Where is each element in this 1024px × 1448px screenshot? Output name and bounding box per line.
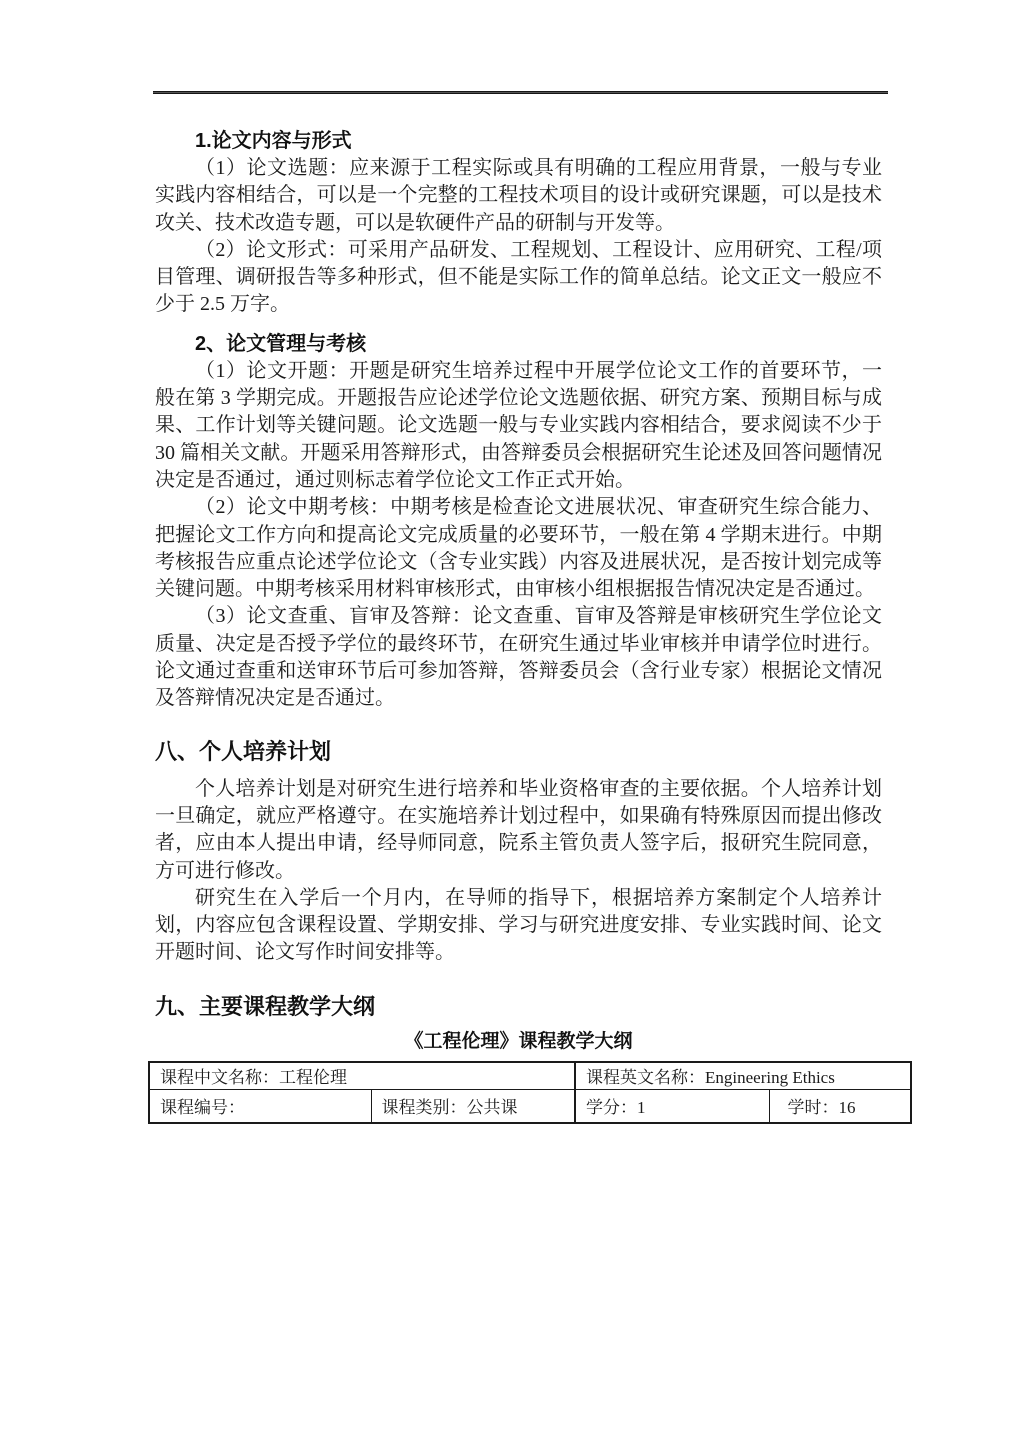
paragraph-thesis-proposal: （1）论文开题：开题是研究生培养过程中开展学位论文工作的首要环节，一般在第 3 学期完成。开题报告应论述学位论文选题依据、研究方案、预期目标与成果、工作计划等关键问题。论文选题一般与专业实践内容相结合，要求阅读不少于 30 篇相关文献。开题采用答辩形式，由答辩委员会根据研究生论述及回答问题情况决定是否通过，通过则标志着学位论文工作正式开始。 bbox=[155, 359, 882, 491]
section-heading-thesis-content-form: 1.论文内容与形式 bbox=[195, 130, 352, 152]
paragraph-thesis-topic: （1）论文选题：应来源于工程实际或具有明确的工程应用背景，一般与专业实践内容相结合，可以是一个完整的工程技术项目的设计或研究课题，可以是技术攻关、技术改造专题，可以是软硬件产品的研制与开发等。 bbox=[155, 157, 882, 234]
table-row bbox=[149, 1062, 911, 1090]
course-en-name-cell: 课程英文名称：Engineering Ethics bbox=[575, 1062, 911, 1090]
table-row bbox=[149, 1089, 911, 1123]
paragraph-thesis-defense: （3）论文查重、盲审及答辩：论文查重、盲审及答辩是审核研究生学位论文质量、决定是否授予学位的最终环节，在研究生通过毕业审核并申请学位时进行。论文通过查重和送审环节后可参加答辩，答辩委员会（含行业专家）根据论文情况及答辩情况决定是否通过。 bbox=[155, 605, 882, 710]
course-category-cell: 课程类别：公共课 bbox=[371, 1089, 575, 1123]
course-info-table bbox=[148, 1061, 912, 1124]
paragraph-personal-plan-schedule: 研究生在入学后一个月内，在导师的指导下，根据培养方案制定个人培养计划，内容应包含课程设置、学期安排、学习与研究进度安排、专业实践时间、论文开题时间、论文写作时间安排等。 bbox=[155, 886, 882, 964]
section-heading-personal-plan: 八、个人培养计划 bbox=[155, 738, 332, 764]
header-rule bbox=[153, 91, 888, 94]
page-content bbox=[155, 120, 882, 1124]
section-heading-thesis-management: 2、论文管理与考核 bbox=[195, 332, 367, 355]
course-outline-title: 《工程伦理》课程教学大纲 bbox=[404, 1030, 633, 1052]
course-credits-cell: 学分：1 bbox=[575, 1089, 769, 1123]
course-cn-name-cell: 课程中文名称：工程伦理 bbox=[149, 1062, 575, 1090]
section-heading-course-outlines: 九、主要课程教学大纲 bbox=[155, 993, 376, 1019]
paragraph-thesis-format: （2）论文形式：可采用产品研发、工程规划、工程设计、应用研究、工程/项目管理、调研报告等多种形式，但不能是实际工作的简单总结。论文正文一般应不少于 2.5 万字。 bbox=[155, 238, 882, 316]
paragraph-thesis-midterm: （2）论文中期考核：中期考核是检查论文进展状况、审查研究生综合能力、把握论文工作方向和提高论文完成质量的必要环节，一般在第 4 学期末进行。中期考核报告应重点论述学位论文（含专业实践）内容及进展状况，是否按计划完成等关键问题。中期考核采用材料审核形式，由审核小组根据报告情况决定是否通过。 bbox=[155, 496, 882, 601]
course-hours-cell: 学时：16 bbox=[769, 1089, 911, 1123]
course-number-cell: 课程编号： bbox=[149, 1089, 371, 1123]
paragraph-personal-plan-basis: 个人培养计划是对研究生进行培养和毕业资格审查的主要依据。个人培养计划一旦确定，就应严格遵守。在实施培养计划过程中，如果确有特殊原因而提出修改者，应由本人提出申请，经导师同意，院系主管负责人签字后，报研究生院同意，方可进行修改。 bbox=[155, 777, 882, 882]
